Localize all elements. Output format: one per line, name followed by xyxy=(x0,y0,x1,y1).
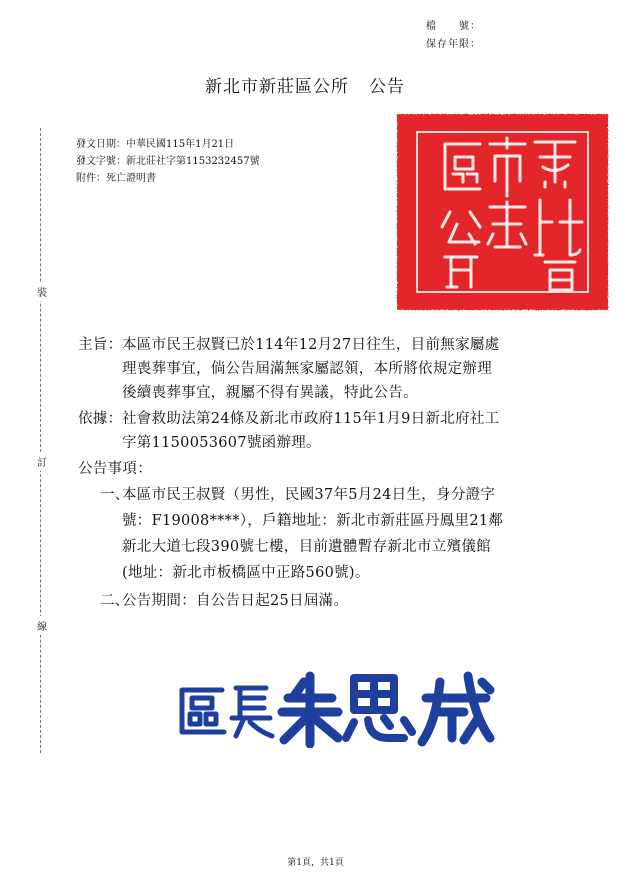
item-1-line: 本區市民王叔賢（男性，民國37年5月24日生，身分證字 xyxy=(122,487,496,503)
binding-mark-ding: 訂 xyxy=(37,452,47,471)
issue-date: 發文日期：中華民國115年1月21日 xyxy=(76,139,235,150)
file-number-label: 檔 號： xyxy=(426,21,481,32)
retention-period-label: 保存年限： xyxy=(426,39,481,50)
filing-fields xyxy=(426,18,481,54)
subject-line: 理喪葬事宜，倘公告屆滿無家屬認領，本所將依規定辦理 xyxy=(122,361,492,377)
official-seal-stamp xyxy=(395,112,610,312)
page-footer: 第1頁，共1頁 xyxy=(287,858,344,868)
binding-margin-line xyxy=(40,128,41,753)
reference-number: 發文字號：新北莊社字第1153232457號 xyxy=(76,156,260,167)
item-2-line: 公告期間：自公告日起25日屆滿。 xyxy=(122,593,349,609)
item-1-label: 一、 xyxy=(100,487,130,503)
item-1-line: 新北大道七段390號七樓，目前遺體暫存新北市立殯儀館 xyxy=(122,539,491,555)
subject-label: 主旨： xyxy=(78,337,123,353)
item-2-label: 二、 xyxy=(100,593,130,609)
subject-line: 後續喪葬事宜，親屬不得有異議，特此公告。 xyxy=(122,385,418,401)
basis-label: 依據： xyxy=(78,411,123,427)
item-1-line: 號：F19008****），戶籍地址：新北市新莊區丹鳳里21鄰 xyxy=(122,513,504,529)
document-title xyxy=(205,72,405,97)
document-meta xyxy=(76,136,260,187)
notice-items-label: 公告事項： xyxy=(78,461,152,477)
attachment: 附件：死亡證明書 xyxy=(76,173,156,184)
binding-mark-zhuang: 裝 xyxy=(37,282,47,301)
item-1-line: (地址：新北市板橋區中正路560號)。 xyxy=(122,565,370,581)
basis-line: 社會救助法第24條及新北市政府115年1月9日新北府社工 xyxy=(122,411,500,427)
basis-line: 字第1150053607號函辦理。 xyxy=(122,435,321,451)
subject-line: 本區市民王叔賢已於114年12月27日往生，目前無家屬處 xyxy=(122,337,500,353)
binding-mark-xian: 線 xyxy=(37,616,47,635)
document-type: 公告 xyxy=(369,77,405,97)
agency-name: 新北市新莊區公所 xyxy=(205,77,349,97)
district-chief-signature-stamp xyxy=(178,668,498,748)
